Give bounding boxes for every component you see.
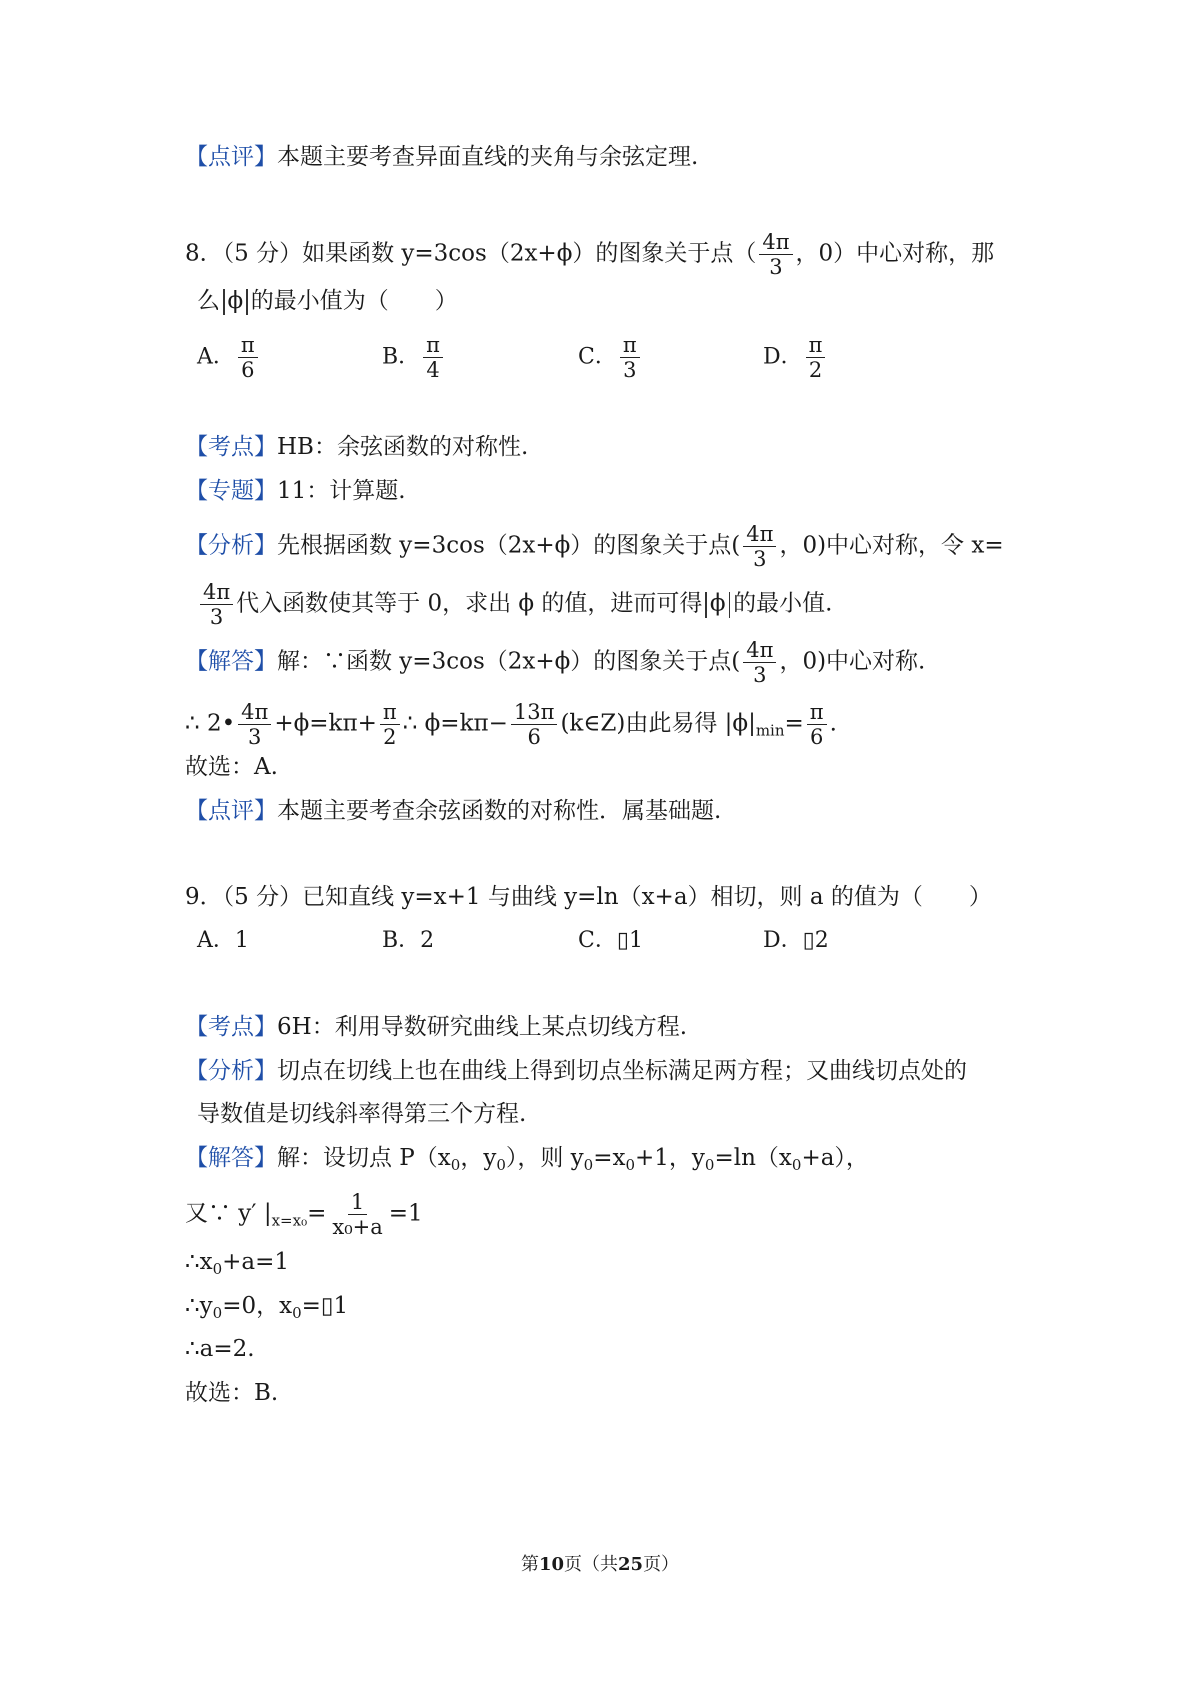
- footer-b: 页（共: [564, 1554, 618, 1575]
- option-value: 1: [234, 928, 249, 953]
- fenxi-line2-end: 的最小值.: [733, 590, 833, 617]
- step-c: =▯1: [301, 1293, 349, 1319]
- math-fraction-4: [807, 700, 827, 749]
- frac-den: 3: [248, 725, 262, 749]
- q8-option-a[interactable]: [197, 333, 261, 382]
- frac-den: 3: [769, 255, 783, 279]
- q8-dianping: [185, 796, 721, 826]
- q9-jieda: [185, 1143, 869, 1173]
- tag-dianping: 【点评】: [185, 144, 277, 170]
- math-fraction-1: [238, 700, 271, 749]
- q8-stem-line2-a: 么: [197, 288, 220, 314]
- kaodian-text: 6H：利用导数研究曲线上某点切线方程.: [277, 1014, 688, 1040]
- derivative-fraction: [329, 1190, 385, 1239]
- math-c: ∴ ϕ=kπ−: [402, 710, 508, 737]
- q8-kaodian: [185, 432, 528, 462]
- jieda-e: +1，y: [635, 1145, 705, 1171]
- step-b: +a=1: [222, 1249, 290, 1275]
- math-fraction-3: [511, 700, 558, 749]
- q8-stem-b: ，0）中心对称，那: [795, 240, 995, 267]
- subscript: 0: [496, 1156, 506, 1174]
- frac-den: 3: [753, 547, 767, 571]
- q8-option-c[interactable]: [578, 333, 643, 382]
- frac-num: π: [238, 333, 258, 358]
- q9-fenxi-line1: [185, 1056, 967, 1086]
- option-fraction: [238, 333, 258, 382]
- jieda-text-a: 解：∵函数 y=3cos（2x+ϕ）的图象关于点: [277, 648, 732, 675]
- page-number: 10: [538, 1554, 564, 1575]
- frac-num: 4π: [743, 638, 776, 663]
- q9-option-d[interactable]: [763, 926, 829, 956]
- fenxi-text-b: ，0)中心对称，令 x=: [779, 532, 1004, 559]
- derivative-sub: x=x₀: [271, 1211, 308, 1230]
- q9-option-b[interactable]: [382, 926, 434, 956]
- q8-jieda: [185, 638, 925, 687]
- q9-fenxi-line2: 导数值是切线斜率得第三个方程.: [197, 1101, 527, 1127]
- option-fraction: [620, 333, 640, 382]
- fenxi-line2-text: 代入函数使其等于 0，求出 ϕ 的值，进而可得: [236, 590, 703, 617]
- q8-stem-line2-b: 的最小值为（ ）: [250, 288, 458, 314]
- abs-bar: [246, 289, 248, 315]
- tag-fenxi: 【分析】: [185, 1058, 277, 1084]
- frac-num: 4π: [200, 580, 233, 605]
- q8-therefore-line: [185, 700, 837, 749]
- q9-step1: [185, 1247, 289, 1277]
- derivative-a: 又∵ y′ |: [185, 1200, 272, 1227]
- option-label: C．: [578, 928, 617, 953]
- q8-stem-line2: [197, 286, 458, 316]
- comment-text: 本题主要考查异面直线的夹角与余弦定理.: [277, 144, 699, 170]
- q9-option-c[interactable]: [578, 926, 643, 956]
- q8-fenxi-line1: [185, 522, 1004, 571]
- tag-fenxi: 【分析】: [185, 532, 277, 559]
- option-fraction: [806, 333, 826, 382]
- frac-den: 6: [241, 358, 255, 382]
- paren: (: [731, 532, 741, 559]
- q9-derivative-line: [185, 1190, 423, 1239]
- q9-choose: 故选：B.: [185, 1380, 279, 1406]
- tag-zhuanti: 【专题】: [185, 478, 277, 504]
- step-a: ∴y: [185, 1293, 213, 1319]
- q9-option-a[interactable]: [197, 926, 249, 956]
- fenxi-text-a: 先根据函数 y=3cos（2x+ϕ）的图象关于点: [277, 532, 732, 559]
- subscript: 0: [625, 1156, 636, 1174]
- frac-num: π: [807, 700, 827, 725]
- frac-num: π: [423, 333, 443, 358]
- math-a: ∴ 2•: [185, 710, 236, 737]
- q8-point-fraction: [759, 230, 792, 279]
- abs-bar: [223, 289, 225, 315]
- q8-option-d[interactable]: [763, 333, 828, 382]
- comment-line: [185, 142, 698, 172]
- math-f: .: [829, 710, 837, 737]
- option-value: ▯1: [616, 928, 643, 953]
- q8-option-b[interactable]: [382, 333, 446, 382]
- jieda-f: =ln（x: [714, 1145, 792, 1171]
- subscript: 0: [292, 1304, 302, 1322]
- frac-num: 4π: [759, 230, 792, 255]
- footer-c: 页）: [643, 1554, 680, 1575]
- phi-symbol: ϕ: [709, 590, 726, 617]
- option-fraction: [423, 333, 443, 382]
- jieda-b: ，y: [460, 1145, 497, 1171]
- subscript: 0: [212, 1260, 223, 1278]
- option-label: B．: [382, 344, 421, 370]
- option-label: A．: [197, 344, 235, 370]
- tag-jieda: 【解答】: [185, 648, 277, 675]
- frac-den: 6: [527, 725, 541, 749]
- frac-den: 3: [753, 663, 767, 687]
- option-label: C．: [578, 344, 617, 370]
- q8-fenxi-line2: [197, 580, 832, 629]
- jieda-fraction: [743, 638, 776, 687]
- step-a: ∴x: [185, 1249, 213, 1275]
- page-footer: [0, 1553, 1200, 1577]
- frac-den: 3: [623, 358, 637, 382]
- option-value: 2: [420, 928, 435, 953]
- fenxi-line1: 切点在切线上也在曲线上得到切点坐标满足两方程；又曲线切点处的: [277, 1058, 967, 1084]
- q8-stem-a: 8．（5 分）如果函数 y=3cos（2x+ϕ）的图象关于点（: [185, 240, 757, 267]
- frac-den: x₀+a: [332, 1215, 383, 1239]
- q9-stem: 9．（5 分）已知直线 y=x+1 与曲线 y=ln（x+a）相切，则 a 的值为（ ）: [185, 884, 992, 910]
- footer-a: 第: [520, 1554, 539, 1575]
- jieda-text-b: ，0)中心对称.: [779, 648, 926, 675]
- dianping-text: 本题主要考查余弦函数的对称性．属基础题.: [277, 798, 722, 824]
- jieda-d: =x: [593, 1145, 626, 1171]
- tag-jieda: 【解答】: [185, 1145, 277, 1171]
- fenxi-fraction: [743, 522, 776, 571]
- jieda-g: +a），: [801, 1145, 869, 1171]
- jieda-c: ），则 y: [505, 1145, 584, 1171]
- q8-choose: 故选：A.: [185, 754, 278, 780]
- step-b: =0，x: [222, 1293, 293, 1319]
- subscript: 0: [583, 1156, 594, 1174]
- q8-zhuanti: [185, 476, 406, 506]
- q9-kaodian: [185, 1012, 687, 1042]
- abs-bar: [705, 592, 707, 618]
- subscript: 0: [791, 1156, 802, 1174]
- frac-den: 2: [808, 358, 823, 382]
- frac-num: 4π: [238, 700, 271, 725]
- frac-num: 1: [348, 1190, 367, 1215]
- q8-stem-line1: [185, 230, 994, 279]
- frac-den: 2: [383, 725, 397, 749]
- option-label: D．: [763, 928, 803, 953]
- option-label: A．: [197, 928, 235, 953]
- frac-num: π: [380, 700, 400, 725]
- abs-bar: [729, 592, 731, 618]
- tag-kaodian: 【考点】: [185, 1014, 277, 1040]
- fenxi-fraction-2: [200, 580, 233, 629]
- option-value: ▯2: [802, 928, 829, 953]
- frac-num: π: [806, 333, 826, 358]
- derivative-c: =1: [388, 1200, 423, 1227]
- option-label: D．: [763, 344, 803, 370]
- subscript: 0: [704, 1156, 715, 1174]
- paren: (: [731, 648, 741, 675]
- math-b: +ϕ=kπ+: [274, 710, 377, 737]
- jieda-a: 解：设切点 P（x: [277, 1145, 451, 1171]
- kaodian-text: HB：余弦函数的对称性.: [277, 434, 529, 460]
- subscript: 0: [450, 1156, 461, 1174]
- frac-den: 4: [426, 358, 440, 382]
- math-e: =: [784, 710, 804, 737]
- math-fraction-2: [380, 700, 400, 749]
- q9-step2: [185, 1291, 348, 1321]
- frac-num: π: [620, 333, 640, 358]
- frac-den: 3: [209, 605, 224, 629]
- total-pages: 25: [618, 1554, 644, 1575]
- zhuanti-text: 11：计算题.: [277, 478, 406, 504]
- frac-num: 13π: [511, 700, 558, 725]
- phi-symbol: ϕ: [227, 288, 244, 314]
- frac-num: 4π: [743, 522, 776, 547]
- tag-kaodian: 【考点】: [185, 434, 277, 460]
- math-d: (k∈Z)由此易得 |ϕ|: [560, 710, 756, 737]
- subscript: 0: [212, 1304, 223, 1322]
- option-label: B．: [382, 928, 421, 953]
- frac-den: 6: [810, 725, 824, 749]
- tag-dianping: 【点评】: [185, 798, 277, 824]
- math-sub-min: min: [755, 721, 785, 740]
- q9-step3: ∴a=2.: [185, 1336, 255, 1362]
- derivative-b: =: [307, 1200, 327, 1227]
